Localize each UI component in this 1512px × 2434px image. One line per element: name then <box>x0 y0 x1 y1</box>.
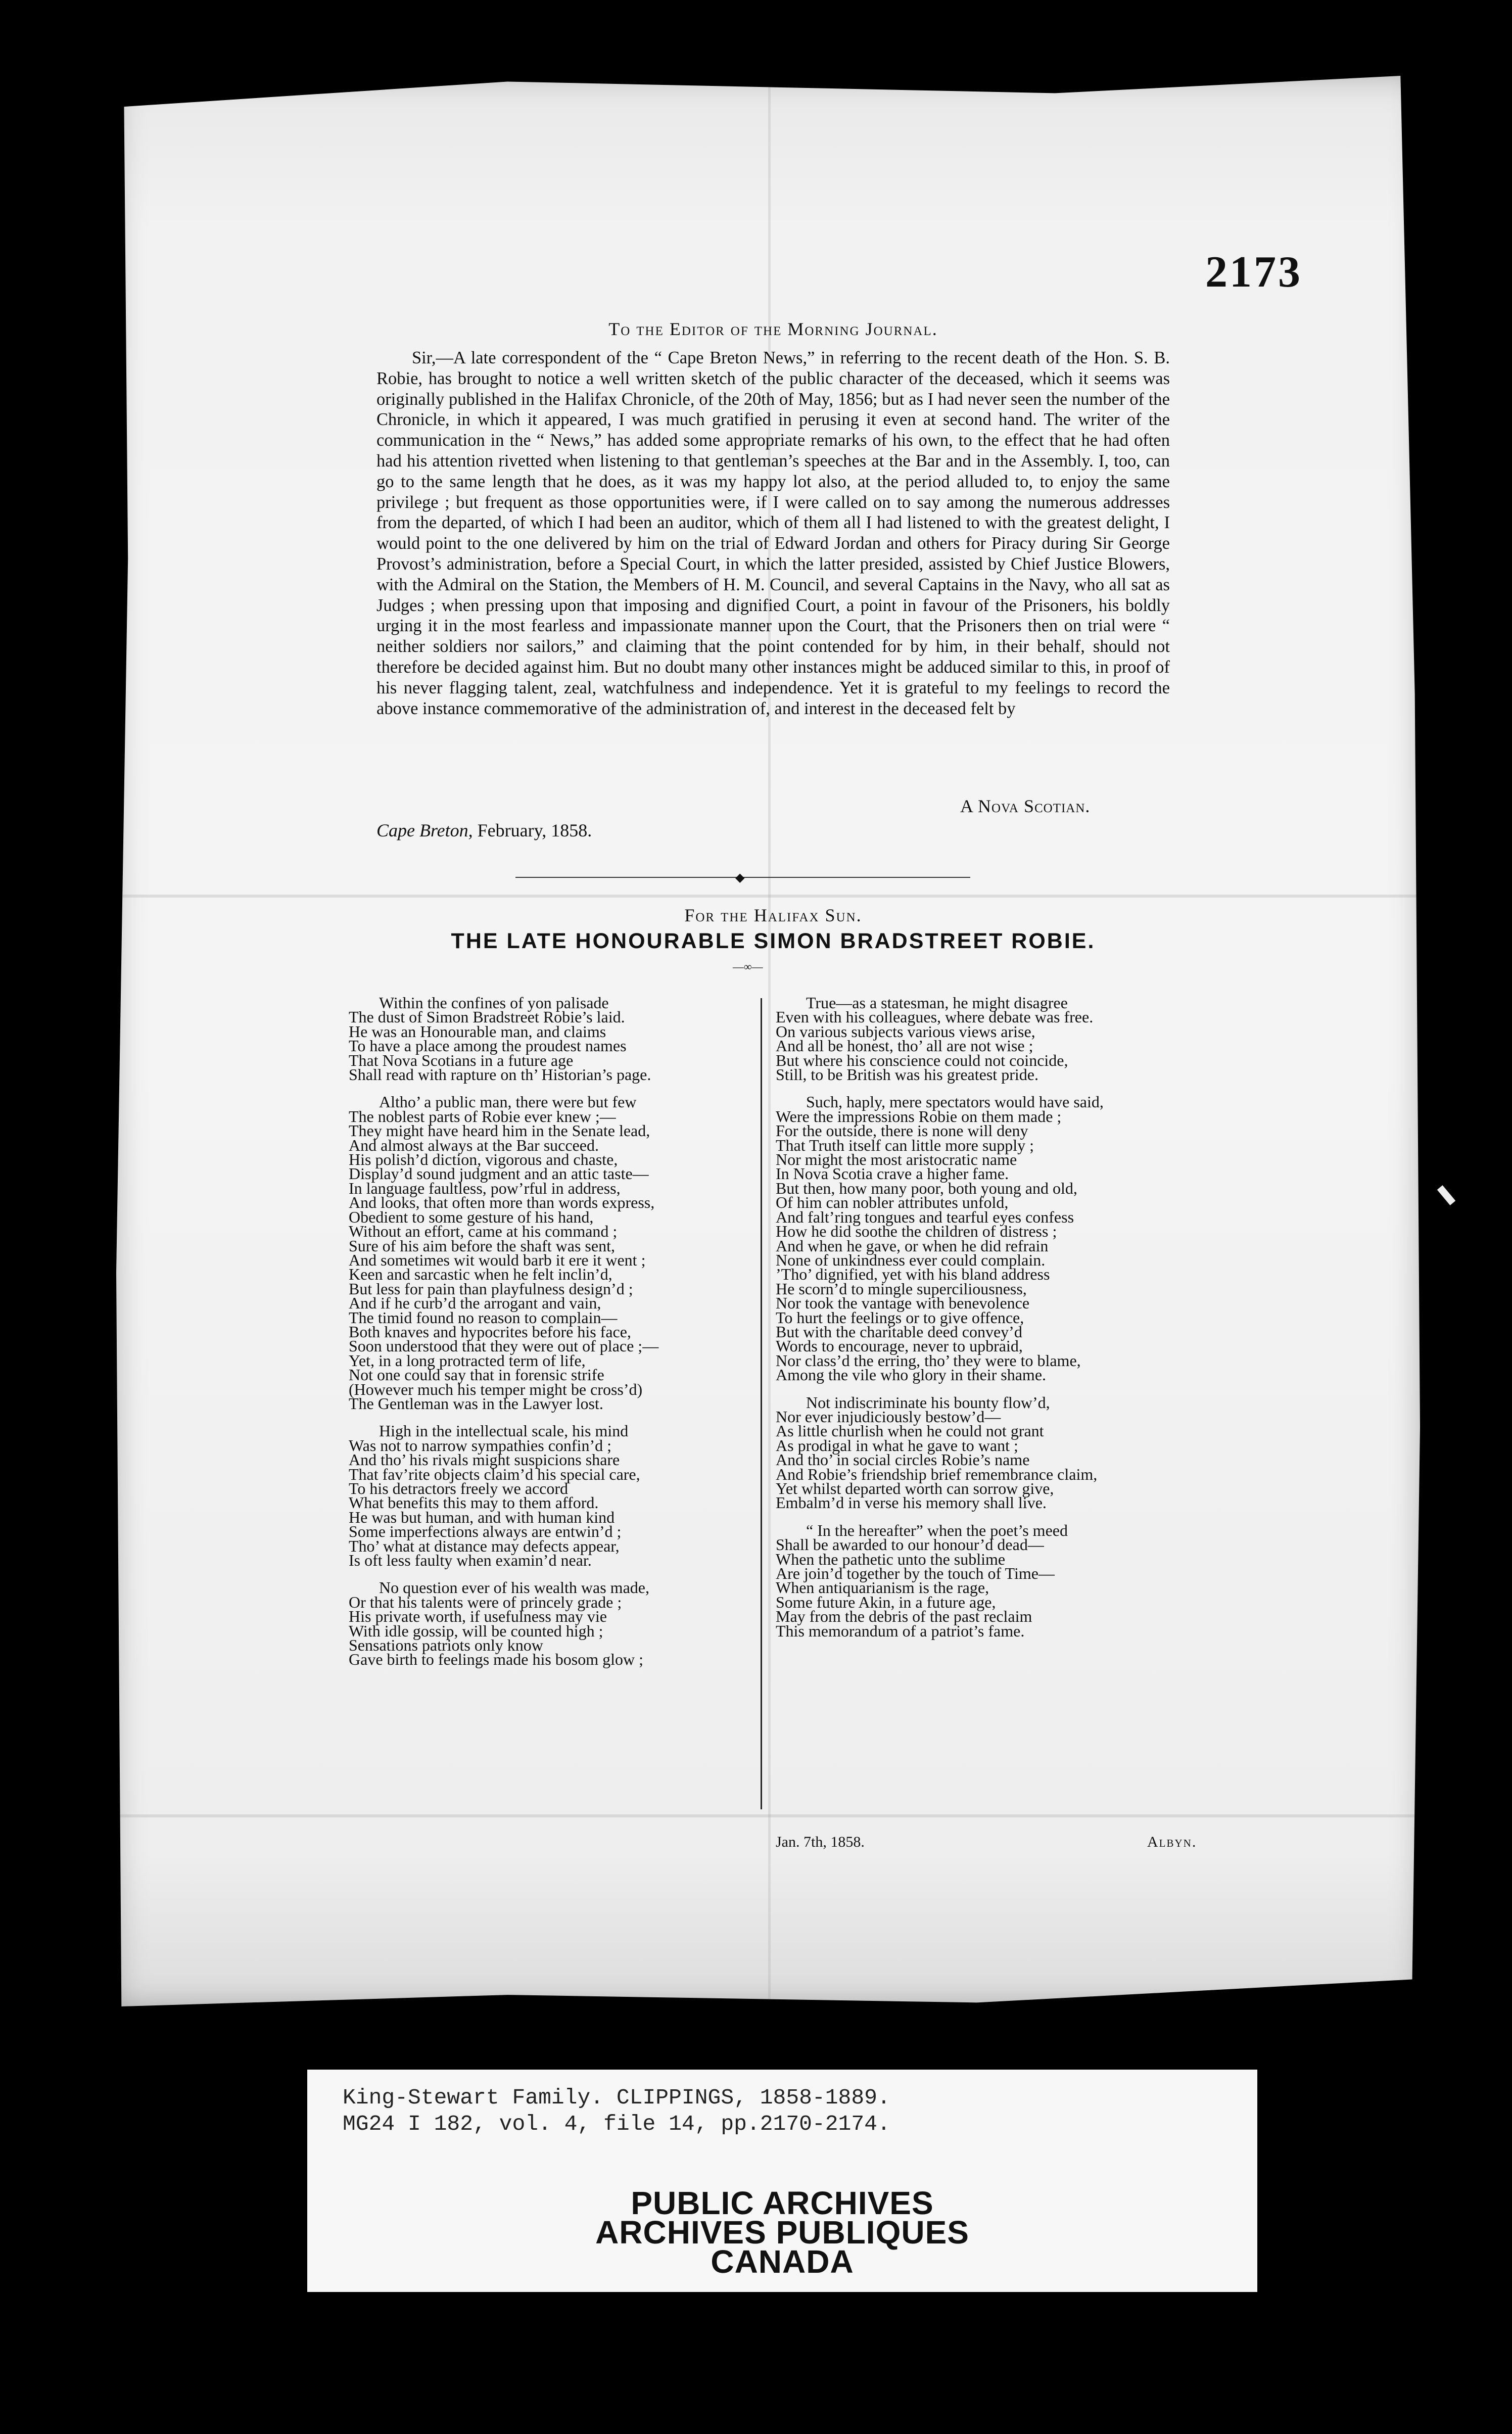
poem-line: And sometimes wit would barb it ere it went ; <box>349 1250 646 1269</box>
poem-right-column <box>776 996 1104 1651</box>
archive-reference <box>343 2085 890 2137</box>
poem-line: In language faultless, pow’rful in address, <box>349 1179 621 1197</box>
archive-label <box>307 2070 1257 2292</box>
poem-line: Some imperfections always are entwin’d ; <box>349 1522 622 1541</box>
poem-line: The timid found no reason to complain— <box>349 1308 618 1327</box>
poem-line: May from the debris of the past reclaim <box>776 1607 1032 1626</box>
poem-line: But with the charitable deed convey’d <box>776 1322 1022 1341</box>
poem-line: With idle gossip, will be counted high ; <box>349 1621 603 1640</box>
poem-line: ’Tho’ dignified, yet with his bland address <box>776 1265 1050 1284</box>
poem-line: The Gentleman was in the Lawyer lost. <box>349 1394 603 1413</box>
poem-line: On various subjects various views arise, <box>776 1022 1035 1041</box>
poem-line: Not indiscriminate his bounty flow’d, <box>806 1393 1050 1412</box>
poem-source: For the Halifax Sun. <box>684 905 862 925</box>
poem-line: But less for pain than playfulness design’d ; <box>349 1279 633 1298</box>
poem-line: No question ever of his wealth was made, <box>379 1578 649 1597</box>
poem-stanza <box>349 1422 658 1570</box>
poem-line: And almost always at the Bar succeed. <box>349 1136 599 1154</box>
archives-country: CANADA <box>711 2243 854 2280</box>
poem-line: Nor might the most aristocratic name <box>776 1150 1017 1169</box>
poem-line: Both knaves and hypocrites before his face, <box>349 1322 631 1341</box>
poem-line: The dust of Simon Bradstreet Robie’s laid. <box>349 1008 625 1026</box>
letter-signature: A Nova Scotian. <box>960 796 1091 816</box>
poem-line: And all be honest, tho’ all are not wise ; <box>776 1037 1033 1055</box>
poem-line: Tho’ what at distance may defects appear, <box>349 1536 620 1555</box>
reference-line-2: MG24 I 182, vol. 4, file 14, pp.2170-2174. <box>343 2112 890 2136</box>
archives-english: PUBLIC ARCHIVES <box>631 2185 934 2221</box>
page-number: 2173 <box>1205 248 1302 297</box>
poem-line: To have a place among the proudest names <box>349 1037 627 1055</box>
poem-line: That Nova Scotians in a future age <box>349 1051 574 1069</box>
poem-line: Words to encourage, never to upbraid, <box>776 1337 1023 1355</box>
poem-line: Was not to narrow sympathies confin’d ; <box>349 1436 611 1455</box>
poem-line: And tho’ in social circles Robie’s name <box>776 1450 1030 1469</box>
poem-line: Among the vile who glory in their shame. <box>776 1366 1047 1384</box>
poem-left-column <box>349 996 658 1680</box>
poem-line: That Truth itself can little more supply ; <box>776 1136 1034 1154</box>
poem-line: This memorandum of a patriot’s fame. <box>776 1621 1025 1640</box>
poem-signature: Albyn. <box>1147 1834 1197 1850</box>
letter-heading: To the Editor of the Morning Journal. <box>608 319 938 339</box>
letter-place: Cape Breton, <box>376 820 473 840</box>
poem-line: Nor class’d the erring, tho’ they were to blame, <box>776 1351 1081 1370</box>
poem-line: Sure of his aim before the shaft was sent, <box>349 1236 615 1255</box>
poem-line: And looks, that often more than words express, <box>349 1193 655 1212</box>
poem-line: Were the impressions Robie on them made ; <box>776 1107 1062 1126</box>
film-artifact <box>1437 1185 1455 1205</box>
letter-paragraph: Sir,—A late correspondent of the “ Cape Breton News,” in referring to the recent death of the Hon. S. B. Robie, has brought to notice a well written sketch of the public character of the deceased, which it seems was originally published in the Halifax Chronicle, of the 20th of May, 1856; but as I had never seen the number of the Chronicle, in which it appeared, I was much gratified in perusing it even at second hand. The writer of the communication in the “ News,” has added some appropriate remarks of his own, to the effect that he had often had his attention rivetted when listening to that gentleman’s speeches at the Bar and in the Assembly. I, too, can go to the same length that he does, as it was my happy lot also, at the period alluded to, to enjoy the same privilege ; but frequent as those opportunities were, if I were called on to say among the numerous addresses from the departed, of which I had been an auditor, which of them all I had listened to with the greatest delight, I would point to the one delivered by him on the trial of Edward Jordan and others for Piracy during Sir George Provost’s administration, before a Special Court, in which the latter presided, assisted by Chief Justice Blowers, with the Admiral on the Station, the Members of H. M. Council, and several Captains in the Navy, who all sat as Judges ; when pressing upon that imposing and dignified Court, a point in favour of the Prisoners, his boldly urging it in the most fearless and impassionate manner upon the Court, that the Prisoners then on trial were “ neither soldiers nor sailors,” and claiming that the point contended for by him, in their behalf, should not therefore be decided against him. But no doubt many other instances might be adduced similar to this, in proof of his never flagging talent, zeal, watchfulness and independence. Yet it is grateful to my feelings to record the above instance commemorative of the administration of, and interest in the deceased felt by <box>376 348 1170 718</box>
poem-line: Shall read with rapture on th’ Historian’s page. <box>349 1065 651 1084</box>
poem-line: His polish’d diction, vigorous and chaste, <box>349 1150 618 1169</box>
poem-line: Obedient to some gesture of his hand, <box>349 1207 594 1226</box>
poem-line: His private worth, if usefulness may vie <box>349 1607 607 1626</box>
letter-body <box>376 348 1170 719</box>
letter-dateline <box>376 820 592 841</box>
poem-line: And if he curb’d the arrogant and vain, <box>349 1294 601 1313</box>
title-ornament: —∞— <box>733 960 763 973</box>
poem-line: Is oft less faulty when examin’d near. <box>349 1551 592 1570</box>
poem-line: Gave birth to feelings made his bosom glow ; <box>349 1650 644 1669</box>
poem-line: True—as a statesman, he might disagree <box>806 994 1068 1012</box>
poem-line: How he did soothe the children of distress ; <box>776 1222 1057 1241</box>
column-rule <box>761 998 762 1809</box>
poem-line: As prodigal in what he gave to want ; <box>776 1436 1018 1455</box>
poem-line: When antiquarianism is the rage, <box>776 1578 989 1597</box>
poem-line: To his detractors freely we accord <box>349 1479 568 1497</box>
poem-date: Jan. 7th, 1858. <box>776 1834 865 1850</box>
poem-line: Shall be awarded to our honour’d dead— <box>776 1535 1044 1554</box>
poem-line: He was but human, and with human kind <box>349 1508 615 1526</box>
poem-line: Altho’ a public man, there were but few <box>379 1093 637 1111</box>
poem-stanza <box>349 1578 658 1669</box>
poem-stanza <box>776 1095 1104 1382</box>
poem-line: Without an effort, came at his command ; <box>349 1222 618 1241</box>
poem-line: Some future Akin, in a future age, <box>776 1593 996 1611</box>
poem-line: But where his conscience could not coincide, <box>776 1051 1068 1069</box>
poem-line: Sensations patriots only know <box>349 1636 543 1655</box>
poem-line: For the outside, there is none will deny <box>776 1121 1028 1140</box>
poem-line: Yet, in a long protracted term of life, <box>349 1351 586 1370</box>
poem-stanza <box>349 1095 658 1411</box>
reference-line-1: King-Stewart Family. CLIPPINGS, 1858-1889. <box>343 2085 890 2110</box>
poem-line: Of him can nobler attributes unfold, <box>776 1193 1009 1212</box>
poem-line: When the pathetic unto the sublime <box>776 1550 1006 1568</box>
poem-line: Nor took the vantage with benevolence <box>776 1294 1030 1313</box>
poem-line: He was an Honourable man, and claims <box>349 1022 606 1041</box>
poem-line: He scorn’d to mingle superciliousness, <box>776 1279 1027 1298</box>
poem-line: The noblest parts of Robie ever knew ;— <box>349 1107 616 1126</box>
poem-line: In Nova Scotia crave a higher fame. <box>776 1164 1009 1183</box>
poem-line: Or that his talents were of princely grade ; <box>349 1593 622 1611</box>
poem-line: Soon understood that they were out of place ;— <box>349 1337 659 1355</box>
poem-line: Not one could say that in forensic strife <box>349 1366 604 1384</box>
poem-line: “ In the hereafter” when the poet’s meed <box>806 1521 1068 1539</box>
poem-line: And when he gave, or when he did refrain <box>776 1236 1049 1255</box>
poem-line: Nor ever injudiciously bestow’d— <box>776 1407 1001 1426</box>
poem-line: Still, to be British was his greatest pride. <box>776 1065 1038 1084</box>
poem-line: Yet whilst departed worth can sorrow give, <box>776 1479 1054 1497</box>
poem-line: (However much his temper might be cross’d) <box>349 1380 643 1398</box>
poem-line: Display’d sound judgment and an attic taste— <box>349 1164 649 1183</box>
poem-line: To hurt the feelings or to give offence, <box>776 1308 1024 1327</box>
poem-line: Within the confines of yon palisade <box>379 994 609 1012</box>
poem-line: Are join’d together by the touch of Time— <box>776 1564 1055 1583</box>
poem-title: THE LATE HONOURABLE SIMON BRADSTREET ROBIE. <box>451 929 1096 953</box>
poem-stanza <box>776 1523 1104 1638</box>
poem-line: They might have heard him in the Senate lead, <box>349 1121 650 1140</box>
archives-name <box>307 2185 1257 2280</box>
poem-line: High in the intellectual scale, his mind <box>379 1422 629 1440</box>
poem-stanza <box>776 996 1104 1082</box>
divider-ornament: ◆ <box>735 871 745 884</box>
poem-line: And Robie’s friendship brief remembrance claim, <box>776 1465 1098 1483</box>
poem-line: As little churlish when he could not grant <box>776 1422 1044 1440</box>
poem-line: None of unkindness ever could complain. <box>776 1250 1046 1269</box>
archives-french: ARCHIVES PUBLIQUES <box>595 2214 969 2251</box>
poem-line: Such, haply, mere spectators would have said, <box>806 1093 1104 1111</box>
letter-date: February, 1858. <box>472 820 592 840</box>
poem-stanza <box>776 1395 1104 1510</box>
poem-line: Keen and sarcastic when he felt inclin’d, <box>349 1265 612 1284</box>
poem-line: But then, how many poor, both young and old, <box>776 1179 1077 1197</box>
poem-line: That fav’rite objects claim’d his special care, <box>349 1465 640 1483</box>
poem-line: Even with his colleagues, where debate was free. <box>776 1008 1094 1026</box>
poem-line: And falt’ring tongues and tearful eyes confess <box>776 1207 1074 1226</box>
poem-line: What benefits this may to them afford. <box>349 1493 599 1512</box>
poem-line: Embalm’d in verse his memory shall live. <box>776 1493 1047 1512</box>
poem-line: And tho’ his rivals might suspicions share <box>349 1450 620 1469</box>
poem-stanza <box>349 996 658 1082</box>
